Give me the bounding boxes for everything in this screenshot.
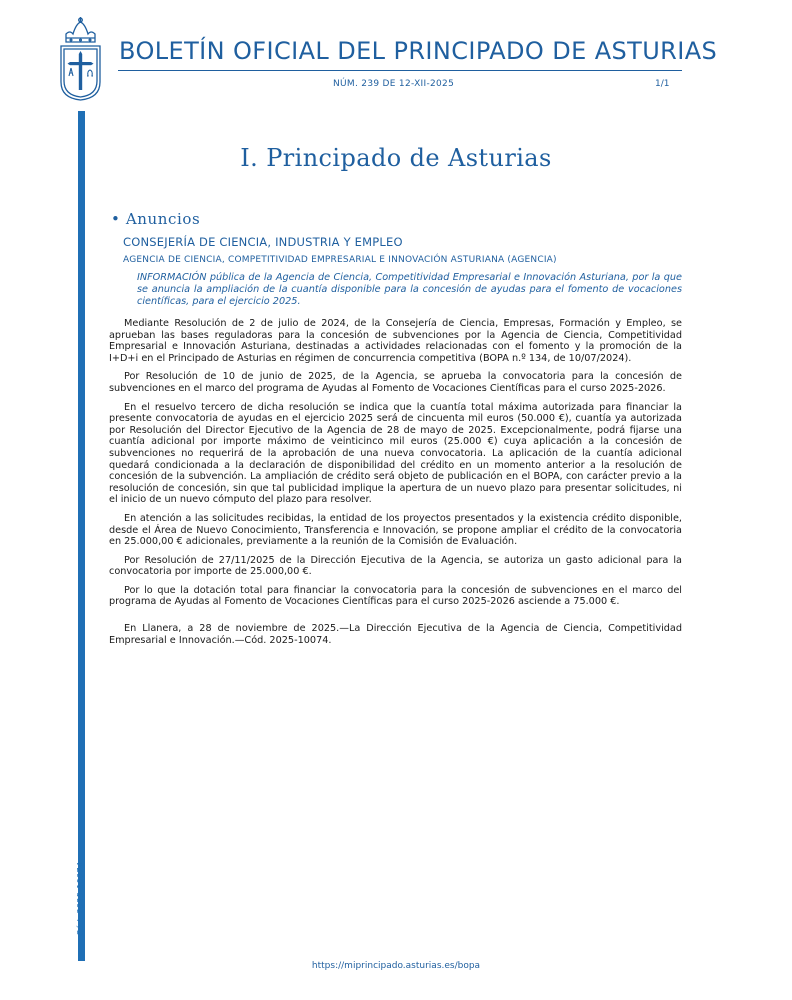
signature: En Llanera, a 28 de noviembre de 2025.—La Dirección Ejecutiva de la Agencia de Ciencia, Competitividad Empresarial e Innovación.—Cód. 2025-10074. xyxy=(109,623,682,646)
footer-url-link[interactable]: https://miprincipado.asturias.es/bopa xyxy=(311,961,481,971)
body-paragraph: Mediante Resolución de 2 de julio de 2024, de la Consejería de Ciencia, Empresas, Formación y Empleo, se aprueban las bases reguladoras para la concesión de subvenciones por la Agencia de Ciencia, Competitividad Empresarial e Innovación Asturiana, destinadas a actividades relacionadas con el fomento y la promoción de la I+D+i en el Principado de Asturias en régimen de concurrencia competitiva (BOPA n.º 134, de 10/07/2024). xyxy=(109,318,682,364)
issue-number: NÚM. 239 DE 12-XII-2025 xyxy=(333,79,455,89)
agency-name: AGENCIA DE CIENCIA, COMPETITIVIDAD EMPRESARIAL E INNOVACIÓN ASTURIANA (AGENCIA) xyxy=(123,255,557,265)
side-code-text: Cód. 2025-10074 xyxy=(76,862,85,936)
body-paragraph: En atención a las solicitudes recibidas, la entidad de los proyectos presentados y la existencia crédito disponible, desde el Área de Nuevo Conocimiento, Transferencia e Innovación, se propone ampliar el crédito de la convocatoria en 25.000,00 € adicionales, previamente a la reunión de la Comisión de Evaluación. xyxy=(109,512,682,548)
asturias-coat-of-arms-icon xyxy=(59,16,102,102)
body-paragraph: En el resuelvo tercero de dicha resolución se indica que la cuantía total máxima autorizada para financiar la presente convocatoria de ayudas en el ejercicio 2025 será de cincuenta mil euros (50.000 €), cuantía ya autorizada por Resolución del Director Ejecutivo de la Agencia de 28 de mayo de 2025. Excepcionalmente, podrá fijarse una cuantía adicional por importe máximo de veinticinco mil euros (25.000 €) cuya aplicación a la concesión de subvenciones no requerirá de la aprobación de una nueva convocatoria. La aplicación de la cuantía adicional quedará condicionada a la declaración de disponibilidad del crédito en un momento anterior a la resolución de concesión de la subvención. La ampliación de crédito será objeto de publicación en el BOPA, con carácter previo a la resolución de concesión, sin que tal publicidad implique la apertura de un nuevo plazo para presentar solicitudes, ni el inicio de un nuevo cómputo del plazo para resolver. xyxy=(109,401,682,506)
announcement-body xyxy=(109,318,682,653)
announcement-summary: INFORMACIÓN pública de la Agencia de Ciencia, Competitividad Empresarial e Innovación Asturiana, por la que se anuncia la ampliación de la cuantía disponible para la concesión de ayudas para el fomento de vocaciones científicas, para el ejercicio 2025. xyxy=(137,272,682,307)
body-paragraph: Por lo que la dotación total para financiar la convocatoria para la concesión de subvenciones en el marco del programa de Ayudas al Fomento de Vocaciones Científicas para el curso 2025-2026 asciende a 75.000 €. xyxy=(109,584,682,608)
body-paragraph: Por Resolución de 10 de junio de 2025, de la Agencia, se aprueba la convocatoria para la concesión de subvenciones en el marco del programa de Ayudas al Fomento de Vocaciones Científicas para el curso 2025-2026. xyxy=(109,371,682,394)
side-code xyxy=(73,862,91,936)
ministry-name: CONSEJERÍA DE CIENCIA, INDUSTRIA Y EMPLEO xyxy=(123,235,403,249)
bulletin-title: BOLETÍN OFICIAL DEL PRINCIPADO DE ASTURIAS xyxy=(119,37,718,65)
body-paragraph: Por Resolución de 27/11/2025 de la Dirección Ejecutiva de la Agencia, se autoriza un gasto adicional para la convocatoria por importe de 25.000,00 €. xyxy=(109,554,682,578)
subsection-heading: • Anuncios xyxy=(111,210,201,228)
page-number: 1/1 xyxy=(655,79,670,89)
sidebar-bar xyxy=(78,111,85,961)
section-title: I. Principado de Asturias xyxy=(240,144,552,172)
header-divider xyxy=(118,70,682,71)
